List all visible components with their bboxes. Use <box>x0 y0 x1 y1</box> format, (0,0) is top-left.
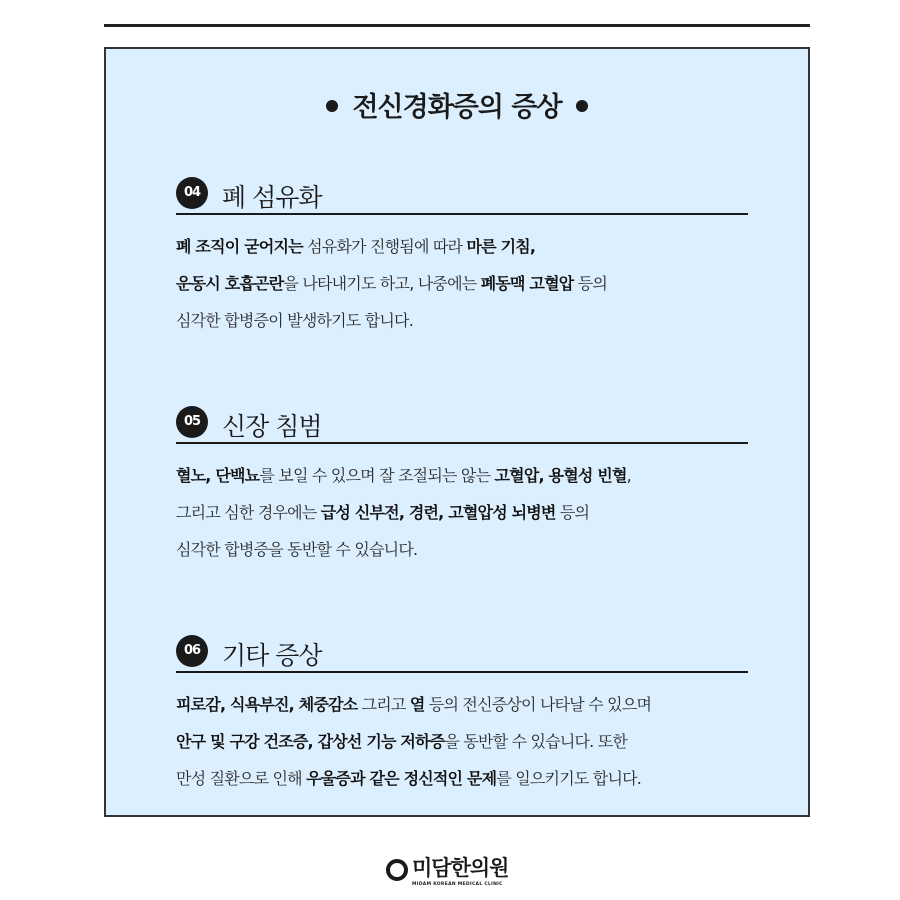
section-heading: 폐 섬유화 <box>222 183 322 212</box>
logo-subtitle: MIDAM KOREAN MEDICAL CLINIC <box>412 882 503 887</box>
body-text: 등의 <box>573 274 608 293</box>
body-line <box>176 531 748 568</box>
section-number-badge: 04 <box>176 177 208 209</box>
section-header <box>176 406 748 444</box>
body-line <box>176 723 748 760</box>
emphasis-text: 급성 신부전, 경련, 고혈압성 뇌병변 <box>320 503 556 522</box>
body-text: 을 나타내기도 하고, 나중에는 <box>283 274 481 293</box>
body-text: 섬유화가 진행됨에 따라 <box>302 237 467 256</box>
symptoms-card <box>104 47 810 817</box>
body-text: 를 일으키기도 합니다. <box>496 769 642 788</box>
section-other-symptoms <box>176 635 748 797</box>
section-body <box>176 457 748 568</box>
body-line <box>176 265 748 302</box>
body-line <box>176 760 748 797</box>
emphasis-text: 고혈압, 용혈성 빈혈 <box>494 466 627 485</box>
section-body <box>176 686 748 797</box>
bullet-dot-left <box>326 100 338 112</box>
clinic-logo <box>384 852 524 892</box>
logo-name: 미담한의원 <box>412 856 509 880</box>
section-kidney-involvement <box>176 406 748 568</box>
body-text: 등의 전신증상이 나타날 수 있으며 <box>424 695 652 714</box>
body-text: 그리고 <box>357 695 410 714</box>
section-number-badge: 05 <box>176 406 208 438</box>
title-text: 전신경화증의 증상 <box>352 92 562 123</box>
body-text: 그리고 심한 경우에는 <box>176 503 321 522</box>
body-text: 심각한 합병증을 동반할 수 있습니다. <box>176 540 418 559</box>
logo-ring-icon <box>386 859 408 881</box>
body-line <box>176 228 748 265</box>
section-lung-fibrosis <box>176 177 748 339</box>
body-text: 를 보일 수 있으며 잘 조절되는 않는 <box>259 466 495 485</box>
body-line <box>176 686 748 723</box>
section-number-badge: 06 <box>176 635 208 667</box>
body-text: 만성 질환으로 인해 <box>176 769 307 788</box>
bullet-dot-right <box>576 100 588 112</box>
body-text: 을 동반할 수 있습니다. 또한 <box>444 732 628 751</box>
emphasis-text: 안구 및 구강 건조증, 갑상선 기능 저하증 <box>176 732 445 751</box>
section-header <box>176 177 748 215</box>
emphasis-text: 폐 조직이 굳어지는 <box>176 237 303 256</box>
section-header <box>176 635 748 673</box>
section-heading: 기타 증상 <box>222 641 322 670</box>
emphasis-text: 폐동맥 고혈압 <box>480 274 574 293</box>
emphasis-text: 피로감, 식욕부진, 체중감소 <box>176 695 358 714</box>
page-title <box>106 85 808 124</box>
body-line <box>176 302 748 339</box>
section-body <box>176 228 748 339</box>
emphasis-text: 운동시 호흡곤란 <box>176 274 284 293</box>
emphasis-text: 우울증과 같은 정신적인 문제 <box>306 769 497 788</box>
emphasis-text: 열 <box>409 695 425 714</box>
body-line <box>176 494 748 531</box>
emphasis-text: 마른 기침, <box>466 237 536 256</box>
emphasis-text: 혈노, 단백뇨 <box>176 466 260 485</box>
top-divider <box>104 24 810 27</box>
section-heading: 신장 침범 <box>222 412 322 441</box>
body-text: 심각한 합병증이 발생하기도 합니다. <box>176 311 413 330</box>
body-text: , <box>626 466 631 485</box>
body-text: 등의 <box>555 503 590 522</box>
body-line <box>176 457 748 494</box>
